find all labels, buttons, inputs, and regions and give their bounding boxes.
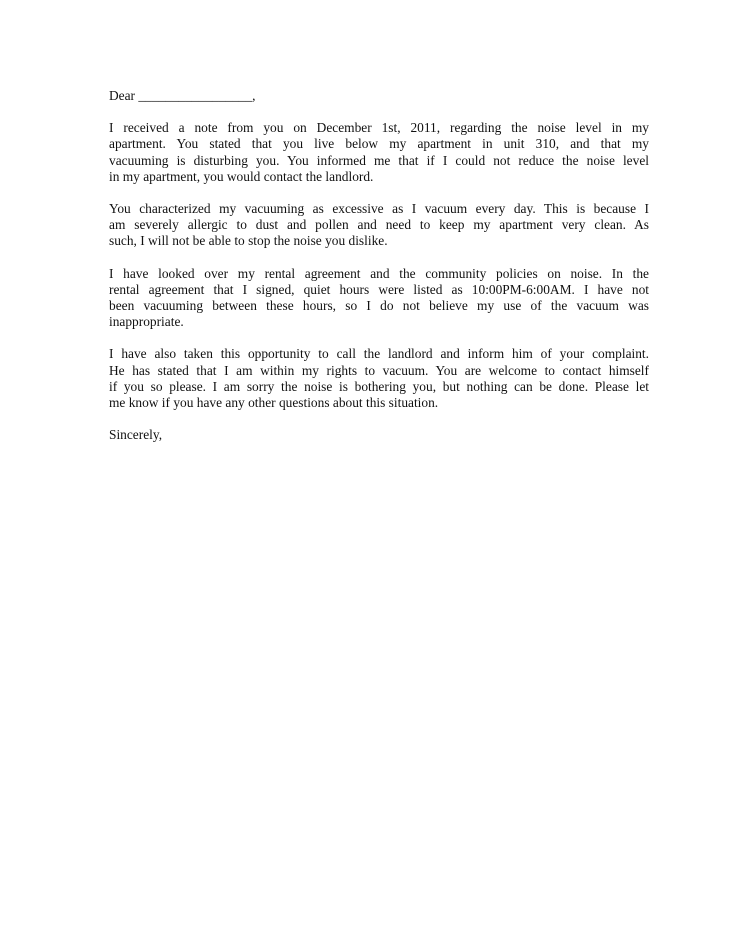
paragraph-allergy xyxy=(109,201,649,250)
paragraph-line: been vacuuming between these hours, so I do not believe my use of the vacuum was xyxy=(109,298,649,314)
letter-body xyxy=(109,88,649,443)
paragraph-line: am severely allergic to dust and pollen and need to keep my apartment very clean. As xyxy=(109,217,649,233)
paragraph-line: apartment. You stated that you live below my apartment in unit 310, and that my xyxy=(109,136,649,152)
paragraph-landlord xyxy=(109,346,649,411)
paragraph-line: me know if you have any other questions about this situation. xyxy=(109,395,439,411)
paragraph-line: I received a note from you on December 1st, 2011, regarding the noise level in my xyxy=(109,120,649,136)
paragraph-noise-note xyxy=(109,120,649,185)
paragraph-line: You characterized my vacuuming as excessive as I vacuum every day. This is because I xyxy=(109,201,649,217)
paragraph-line: in my apartment, you would contact the landlord. xyxy=(109,168,374,184)
paragraph-line: inappropriate. xyxy=(109,314,184,330)
salutation: Dear _________________, xyxy=(109,88,256,103)
paragraph-line: He has stated that I am within my rights to vacuum. You are welcome to contact himself xyxy=(109,362,649,378)
paragraph-rental-agreement xyxy=(109,266,649,331)
closing: Sincerely, xyxy=(109,427,163,443)
paragraph-line: rental agreement that I signed, quiet hours were listed as 10:00PM-6:00AM. I have not xyxy=(109,281,649,297)
paragraph-line: if you so please. I am sorry the noise is bothering you, but nothing can be done. Please let xyxy=(109,378,649,394)
paragraph-line: such, I will not be able to stop the noise you dislike. xyxy=(109,233,388,249)
paragraph-line: I have also taken this opportunity to call the landlord and inform him of your complaint. xyxy=(109,346,649,362)
paragraph-line: vacuuming is disturbing you. You informed me that if I could not reduce the noise level xyxy=(109,152,649,168)
paragraph-line: I have looked over my rental agreement and the community policies on noise. In the xyxy=(109,265,649,281)
